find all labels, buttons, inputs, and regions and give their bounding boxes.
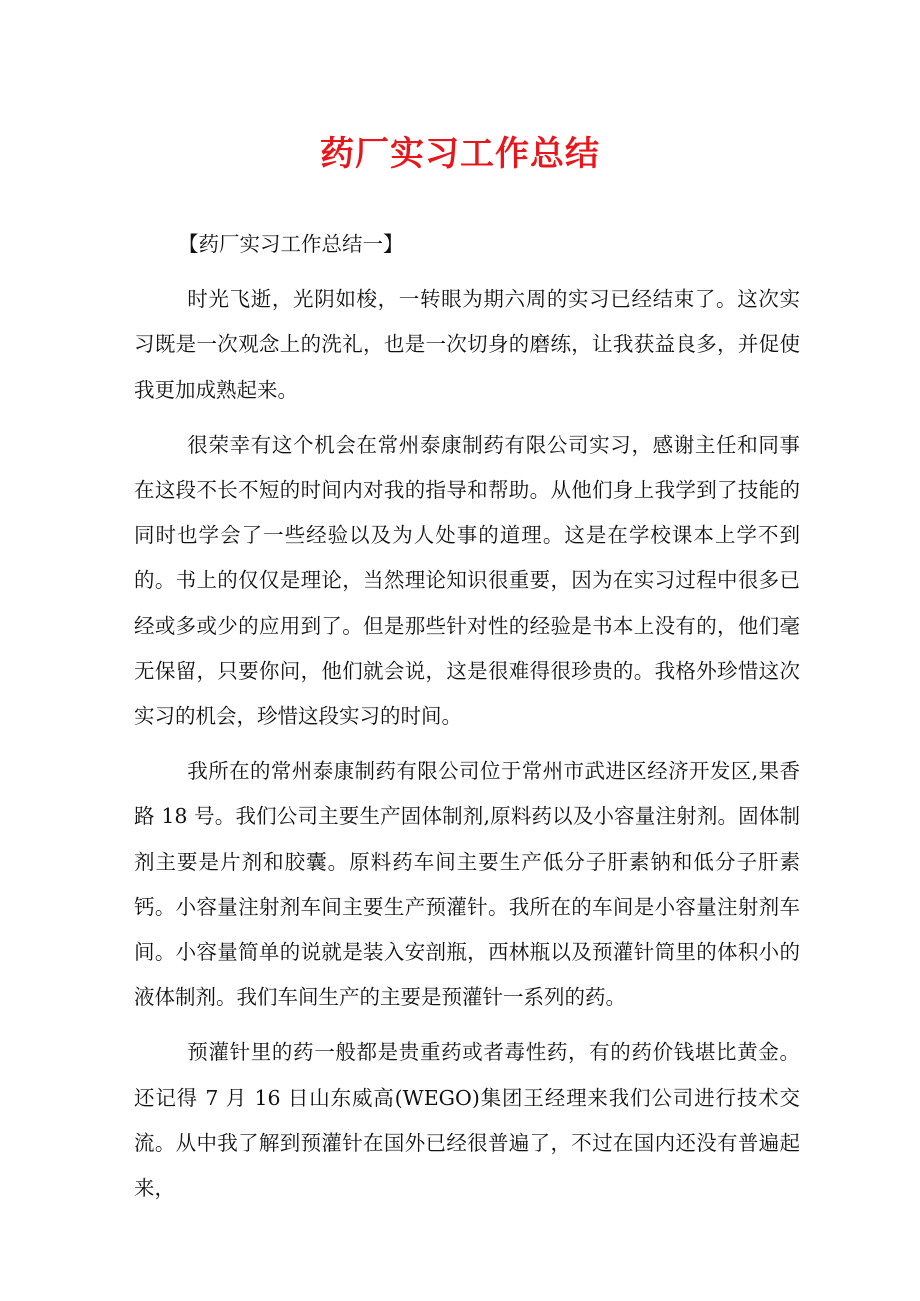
paragraph-1: 时光飞逝，光阴如梭，一转眼为期六周的实习已经结束了。这次实习既是一次观念上的洗礼，也是一次切身的磨练，让我获益良多，并促使我更加成熟起来。 (134, 287, 800, 402)
document-title: 药厂实习工作总结 (320, 134, 600, 174)
section-heading: 【药厂实习工作总结一】 (178, 232, 404, 256)
document-body (134, 222, 800, 1211)
paragraph-4: 预灌针里的药一般都是贵重药或者毒性药，有的药价钱堪比黄金。还记得 7 月 16 日山东威高(WEGO)集团王经理来我们公司进行技术交流。从中我了解到预灌针在国外已经很普遍了，不过在国内还没有普遍起来， (134, 1040, 800, 1201)
paragraph-2: 很荣幸有这个机会在常州泰康制药有限公司实习，感谢主任和同事在这段不长不短的时间内对我的指导和帮助。从他们身上我学到了技能的同时也学会了一些经验以及为人处事的道理。这是在学校课本上学不到的。书上的仅仅是理论，当然理论知识很重要，因为在实习过程中很多已经或多或少的应用到了。但是那些针对性的经验是书本上没有的，他们毫无保留，只要你问，他们就会说，这是很难得很珍贵的。我格外珍惜这次实习的机会，珍惜这段实习的时间。 (134, 432, 800, 729)
paragraph-3: 我所在的常州泰康制药有限公司位于常州市武进区经济开发区,果香路 18 号。我们公司主要生产固体制剂,原料药以及小容量注射剂。固体制剂主要是片剂和胶囊。原料药车间主要生产低分子肝素钠和低分子肝素钙。小容量注射剂车间主要生产预灌针。我所在的车间是小容量注射剂车间。小容量简单的说就是装入安剖瓶，西林瓶以及预灌针筒里的体积小的液体制剂。我们车间生产的主要是预灌针一系列的药。 (134, 759, 800, 1010)
